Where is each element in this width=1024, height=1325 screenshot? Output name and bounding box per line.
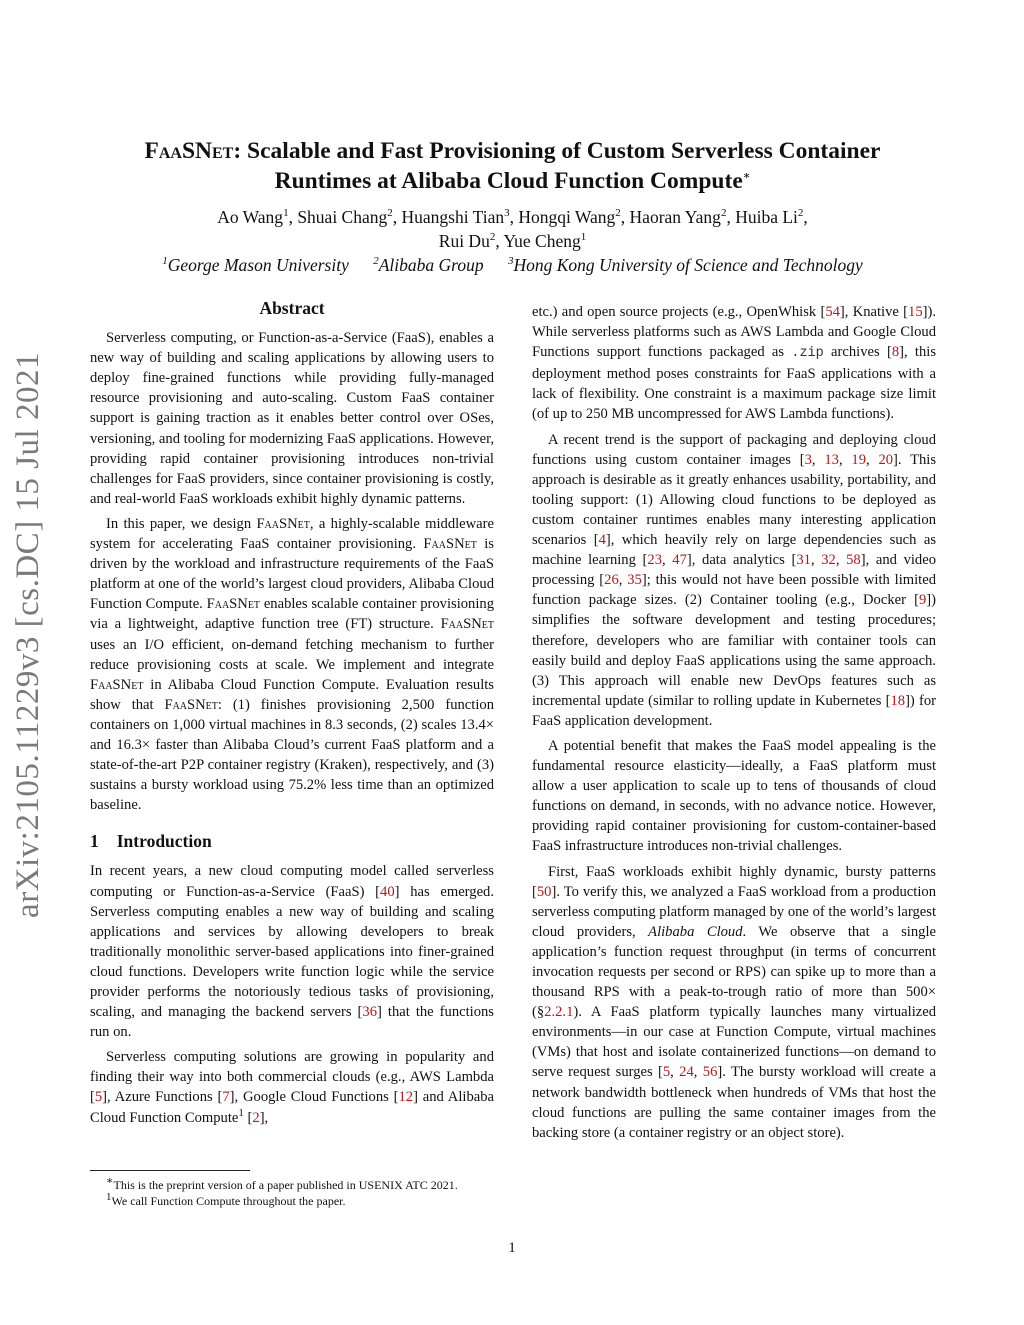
citation-link[interactable]: 47 — [672, 552, 687, 569]
citation-link[interactable]: 5 — [94, 1089, 103, 1106]
citation-link[interactable]: 13 — [824, 451, 839, 468]
footnote-rule — [90, 1170, 250, 1171]
intro-paragraph: A recent trend is the support of packaging and deploying cloud functions using custom container images [3, 13, 19, 20]. This approach is desirable as it greatly enhances usability, portability, and tooling support: (1) Allowing cloud functions to be deployed as custom container runtimes enables many interesting application scenarios [4], which heavily rely on large dependencies such as machine learning [23, 47], data analytics [31, 32, 58], and video processing [26, 35]; this would not have been possible with limited function package sizes. (2) Container tooling (e.g., Docker [9]) simplifies the software development and testing procedures; therefore, developers who are familiar with container tools can easily build and deploy FaaS applications using the same approach. (3) This approach will enable new DevOps features such as incremental update (similar to rolling update in Kubernetes [18]) for FaaS application development. — [532, 431, 937, 729]
paper-title — [90, 136, 935, 196]
author-affil-mark: 2 — [489, 231, 496, 244]
footnotes — [90, 1170, 494, 1209]
section-link[interactable]: 2.2.1 — [544, 1004, 574, 1021]
citation-link[interactable]: 9 — [918, 592, 927, 609]
left-column — [90, 298, 494, 1133]
author-name: Hongqi Wang — [518, 207, 616, 227]
author-name: Rui Du — [438, 231, 490, 251]
author-affil-mark: 2 — [615, 207, 621, 220]
citation-link[interactable]: 18 — [890, 692, 906, 709]
citation-link[interactable]: 19 — [851, 451, 866, 468]
author-affil-mark: 2 — [720, 207, 727, 220]
arxiv-stamp: arXiv:2105.11229v3 [cs.DC] 15 Jul 2021 — [10, 352, 46, 918]
affil-mark: 2 — [373, 255, 379, 268]
affil-name: Alibaba Group — [378, 255, 484, 275]
citation-link[interactable]: 35 — [627, 572, 642, 589]
citation-link[interactable]: 40 — [380, 883, 395, 900]
citation-link[interactable]: 58 — [846, 552, 861, 569]
abstract-heading: Abstract — [259, 298, 325, 318]
citation-link[interactable]: 24 — [679, 1064, 694, 1081]
author-name: Huangshi Tian — [401, 207, 505, 227]
inline-code: .zip — [791, 346, 824, 362]
section-heading-introduction: 1 Introduction — [90, 831, 212, 852]
affil-mark: 1 — [162, 255, 168, 268]
footnote: ∗This is the preprint version of a paper published in USENIX ATC 2021. — [106, 1175, 458, 1192]
citation-link[interactable]: 20 — [878, 451, 894, 468]
citation-link[interactable]: 8 — [891, 344, 900, 361]
abstract-paragraph: In this paper, we design FaaSNet, a highly-scalable middleware system for accelerating FaaS container provisioning. FaaSNet is driven by the workload and infrastructure requirements of the FaaS platform at one of the world’s largest cloud providers, Alibaba Cloud Function Compute. FaaSNet enables scalable container provisioning via a lightweight, adaptive function tree (FT) structure. FaaSNet uses an I/O efficient, on-demand fetching mechanism to further reduce provisioning costs at scale. We implement and integrate FaaSNet in Alibaba Cloud Function Compute. Evaluation results show that FaaSNet: (1) finishes provisioning 2,500 function containers on 1,000 virtual machines in 8.3 seconds, (2) scales 13.4× and 16.3× faster than Alibaba Cloud’s current FaaS platform and a state-of-the-art P2P container registry (Kraken), respectively, and (3) sustains a bursty workload using 75.2% less time than an optimized baseline. — [90, 515, 494, 814]
title-system-name: FaaSNet — [144, 138, 234, 164]
citation-link[interactable]: 7 — [222, 1089, 230, 1106]
intro-paragraph: In recent years, a new cloud computing model called serverless computing or Function-as-a-Service (FaaS) [40] has emerged. Serverless computing enables a new way of building and scaling applications and services by allowing developers to break traditionally monolithic server-based applications into finer-grained cloud functions. Developers write function logic while the service provider performs the notoriously tedious tasks of provisioning, scaling, and managing the backend servers [36] that the functions run on. — [90, 863, 494, 1041]
title-line2: Runtimes at Alibaba Cloud Function Compute — [274, 168, 743, 194]
author-affil-mark: 3 — [504, 207, 510, 220]
citation-link[interactable]: 5 — [662, 1064, 671, 1081]
affiliations — [90, 255, 935, 276]
affil-name: Hong Kong University of Science and Technology — [513, 255, 863, 275]
title-footnote-mark: ∗ — [742, 170, 751, 183]
author-affil-mark: 1 — [283, 207, 289, 220]
author-affil-mark: 1 — [580, 231, 587, 244]
footnote-link[interactable]: 1 — [238, 1106, 244, 1119]
citation-link[interactable]: 4 — [598, 532, 606, 549]
abstract-paragraph: Serverless computing, or Function-as-a-Service (FaaS), enables a new way of building and scaling applications by allowing users to deploy fine-grained functions while providing fully-managed resource provisioning and auto-scaling. Custom FaaS container support is gaining traction as it enables better control over OSes, versioning, and tooling for modernizing FaaS applications. However, providing rapid container provisioning introduces non-trivial challenges for FaaS providers, since container provisioning is costly, and real-world FaaS workloads exhibit highly dynamic patterns. — [90, 330, 494, 507]
intro-paragraph: Serverless computing solutions are growing in popularity and finding their way into both commercial clouds (e.g., AWS Lambda [5], Azure Functions [7], Google Cloud Functions [12] and Alibaba Cloud Function Compute$^1$ [2], — [90, 1049, 494, 1126]
citation-link[interactable]: 36 — [362, 1004, 378, 1021]
citation-link[interactable]: 32 — [821, 552, 836, 569]
author-name: Shuai Chang — [297, 207, 388, 227]
footnote: $^1$We call Function Compute throughout the paper. — [106, 1191, 346, 1208]
affil-name: George Mason University — [167, 255, 349, 275]
author-affil-mark: 2 — [797, 207, 804, 220]
citation-link[interactable]: 3 — [804, 451, 812, 468]
author-name: Ao Wang — [217, 207, 284, 227]
title-line1: : Scalable and Fast Provisioning of Custom Serverless Container — [233, 138, 881, 164]
citation-link[interactable]: 54 — [825, 304, 840, 320]
author-name: Huiba Li — [735, 207, 798, 227]
citation-link[interactable]: 56 — [702, 1064, 718, 1081]
citation-link[interactable]: 12 — [398, 1089, 414, 1106]
citation-link[interactable]: 15 — [908, 304, 923, 320]
author-list: Ao Wang$^1$, Shuai Chang$^2$, Huangshi Tian$^3$, Hongqi Wang$^2$, Haoran Yang$^2$, Huiba Li$^2$, Rui Du$^2$, Yue Cheng$^1$ — [217, 207, 808, 251]
citation-link[interactable]: 2 — [252, 1109, 260, 1126]
intro-paragraph-continued: etc.) and open source projects (e.g., OpenWhisk [54], Knative [15]). While serverless platforms such as AWS Lambda and Google Cloud Functions support functions packaged as .zip archives [8], this deployment method poses constraints for FaaS applications with a lack of flexibility. One constraint is a maximum package size limit (of up to 250 MB uncompressed for AWS Lambda functions). — [532, 304, 937, 423]
author-name: Haoran Yang — [629, 207, 721, 227]
citation-link[interactable]: 50 — [536, 883, 552, 900]
citation-link[interactable]: 31 — [796, 552, 811, 569]
citation-link[interactable]: 23 — [647, 552, 662, 569]
author-name: Yue Cheng — [503, 231, 581, 251]
right-column — [532, 302, 936, 1148]
affil-mark: 3 — [507, 255, 514, 268]
intro-paragraph: A potential benefit that makes the FaaS model appealing is the fundamental resource elasticity—ideally, a FaaS platform must allow a user application to scale up to tens of thousands of cloud functions on demand, in seconds, with no advance notice. However, providing rapid container provisioning for custom-container-based FaaS infrastructure introduces non-trivial challenges. — [532, 737, 936, 855]
citation-link[interactable]: 26 — [604, 572, 619, 589]
intro-paragraph: First, FaaS workloads exhibit highly dynamic, bursty patterns [50]. To verify this, we analyzed a FaaS workload from a production serverless computing platform managed by one of the world’s largest cloud providers, Alibaba Cloud. We observe that a single application’s function request throughput (in terms of concurrent invocation requests per second or RPS) can spike up to more than a thousand RPS with a peak-to-trough ratio of more than 500× (§2.2.1). A FaaS platform typically launches many virtualized environments—in our case at Function Compute, virtual machines (VMs) that host and isolate containerized functions—on demand to serve request surges [5, 24, 56]. The bursty workload will create a network bandwidth bottleneck when hundreds of VMs that host the cloud functions are pulling the same container images from the backing store (a container registry or an object store). — [532, 863, 937, 1141]
author-affil-mark: 2 — [387, 207, 393, 220]
page-number: 1 — [508, 1240, 516, 1256]
